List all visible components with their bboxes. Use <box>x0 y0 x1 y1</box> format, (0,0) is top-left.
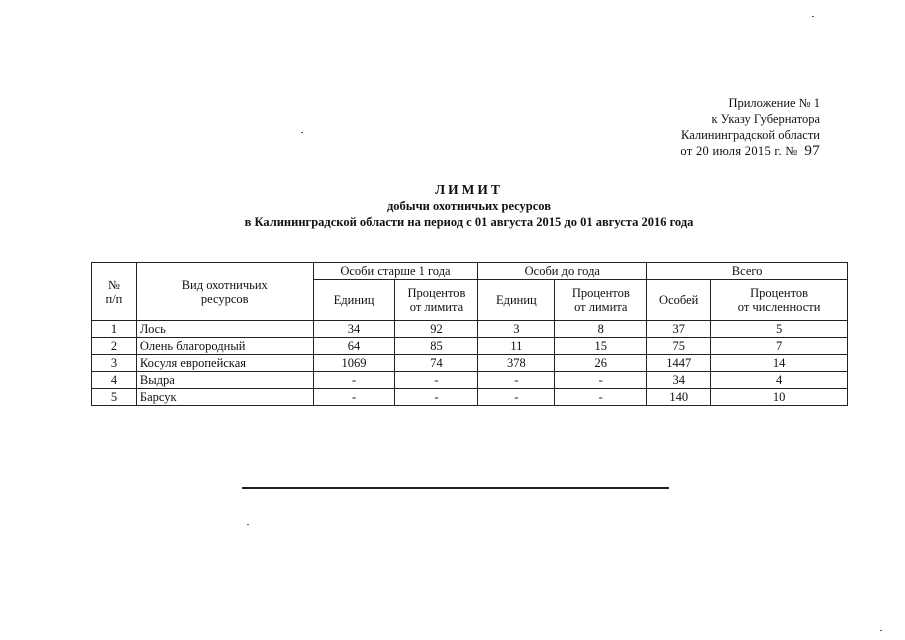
header-total-individuals: Особей <box>647 280 711 321</box>
cell-total-percent: 4 <box>711 372 848 389</box>
closing-rule <box>242 487 669 489</box>
annex-block <box>610 95 820 159</box>
cell-num: 4 <box>92 372 137 389</box>
header-young-units: Единиц <box>478 280 555 321</box>
annex-date-line <box>610 143 820 159</box>
cell-total: 37 <box>647 321 711 338</box>
cell-total: 140 <box>647 389 711 406</box>
cell-total-percent: 7 <box>711 338 848 355</box>
cell-young-units: 378 <box>478 355 555 372</box>
cell-adult-percent: 74 <box>395 355 478 372</box>
annex-number: 97 <box>804 143 820 159</box>
cell-young-percent: 8 <box>555 321 647 338</box>
cell-adult-units: - <box>313 389 395 406</box>
cell-young-units: - <box>478 389 555 406</box>
cell-species: Олень благородный <box>136 338 313 355</box>
title-block <box>90 181 848 230</box>
cell-total: 34 <box>647 372 711 389</box>
cell-adult-percent: - <box>395 389 478 406</box>
header-young-percent: Процентов от лимита <box>555 280 647 321</box>
cell-adult-units: 64 <box>313 338 395 355</box>
cell-adult-units: - <box>313 372 395 389</box>
cell-total: 75 <box>647 338 711 355</box>
table-row <box>92 372 848 389</box>
cell-total-percent: 10 <box>711 389 848 406</box>
cell-species: Выдра <box>136 372 313 389</box>
table-row <box>92 338 848 355</box>
header-total-percent: Процентов от численности <box>711 280 848 321</box>
header-row-1 <box>92 263 848 280</box>
cell-total: 1447 <box>647 355 711 372</box>
limit-table <box>91 262 848 406</box>
cell-adult-units: 34 <box>313 321 395 338</box>
annex-date: от 20 июля 2015 г. № <box>680 144 798 158</box>
header-group-total: Всего <box>647 263 848 280</box>
cell-young-units: 3 <box>478 321 555 338</box>
cell-species: Лось <box>136 321 313 338</box>
cell-young-percent: 26 <box>555 355 647 372</box>
scan-speck <box>301 132 303 133</box>
cell-adult-percent: - <box>395 372 478 389</box>
cell-num: 5 <box>92 389 137 406</box>
cell-young-percent: 15 <box>555 338 647 355</box>
document-period: в Калининградской области на период с 01 августа 2015 до 01 августа 2016 года <box>244 215 694 229</box>
header-num: № п/п <box>92 263 137 321</box>
header-species: Вид охотничьих ресурсов <box>136 263 313 321</box>
table-row <box>92 321 848 338</box>
header-adult-units: Единиц <box>313 280 395 321</box>
cell-adult-percent: 85 <box>395 338 478 355</box>
cell-num: 1 <box>92 321 137 338</box>
document-subtitle: добычи охотничьих ресурсов <box>386 199 551 213</box>
header-group-adult: Особи старше 1 года <box>313 263 478 280</box>
cell-young-units: 11 <box>478 338 555 355</box>
scan-speck <box>247 524 249 525</box>
table-row <box>92 389 848 406</box>
cell-young-units: - <box>478 372 555 389</box>
scan-speck <box>812 16 814 17</box>
annex-line-3: Калининградской области <box>681 128 820 142</box>
annex-line-2: к Указу Губернатора <box>711 112 820 126</box>
cell-adult-units: 1069 <box>313 355 395 372</box>
cell-total-percent: 5 <box>711 321 848 338</box>
annex-line-1: Приложение № 1 <box>728 96 820 110</box>
cell-num: 3 <box>92 355 137 372</box>
cell-species: Барсук <box>136 389 313 406</box>
document-title: ЛИМИТ <box>435 182 503 197</box>
cell-num: 2 <box>92 338 137 355</box>
cell-species: Косуля европейская <box>136 355 313 372</box>
table-row <box>92 355 848 372</box>
header-group-young: Особи до года <box>478 263 647 280</box>
cell-young-percent: - <box>555 389 647 406</box>
cell-total-percent: 14 <box>711 355 848 372</box>
cell-young-percent: - <box>555 372 647 389</box>
scan-speck <box>880 630 882 631</box>
cell-adult-percent: 92 <box>395 321 478 338</box>
header-adult-percent: Процентов от лимита <box>395 280 478 321</box>
